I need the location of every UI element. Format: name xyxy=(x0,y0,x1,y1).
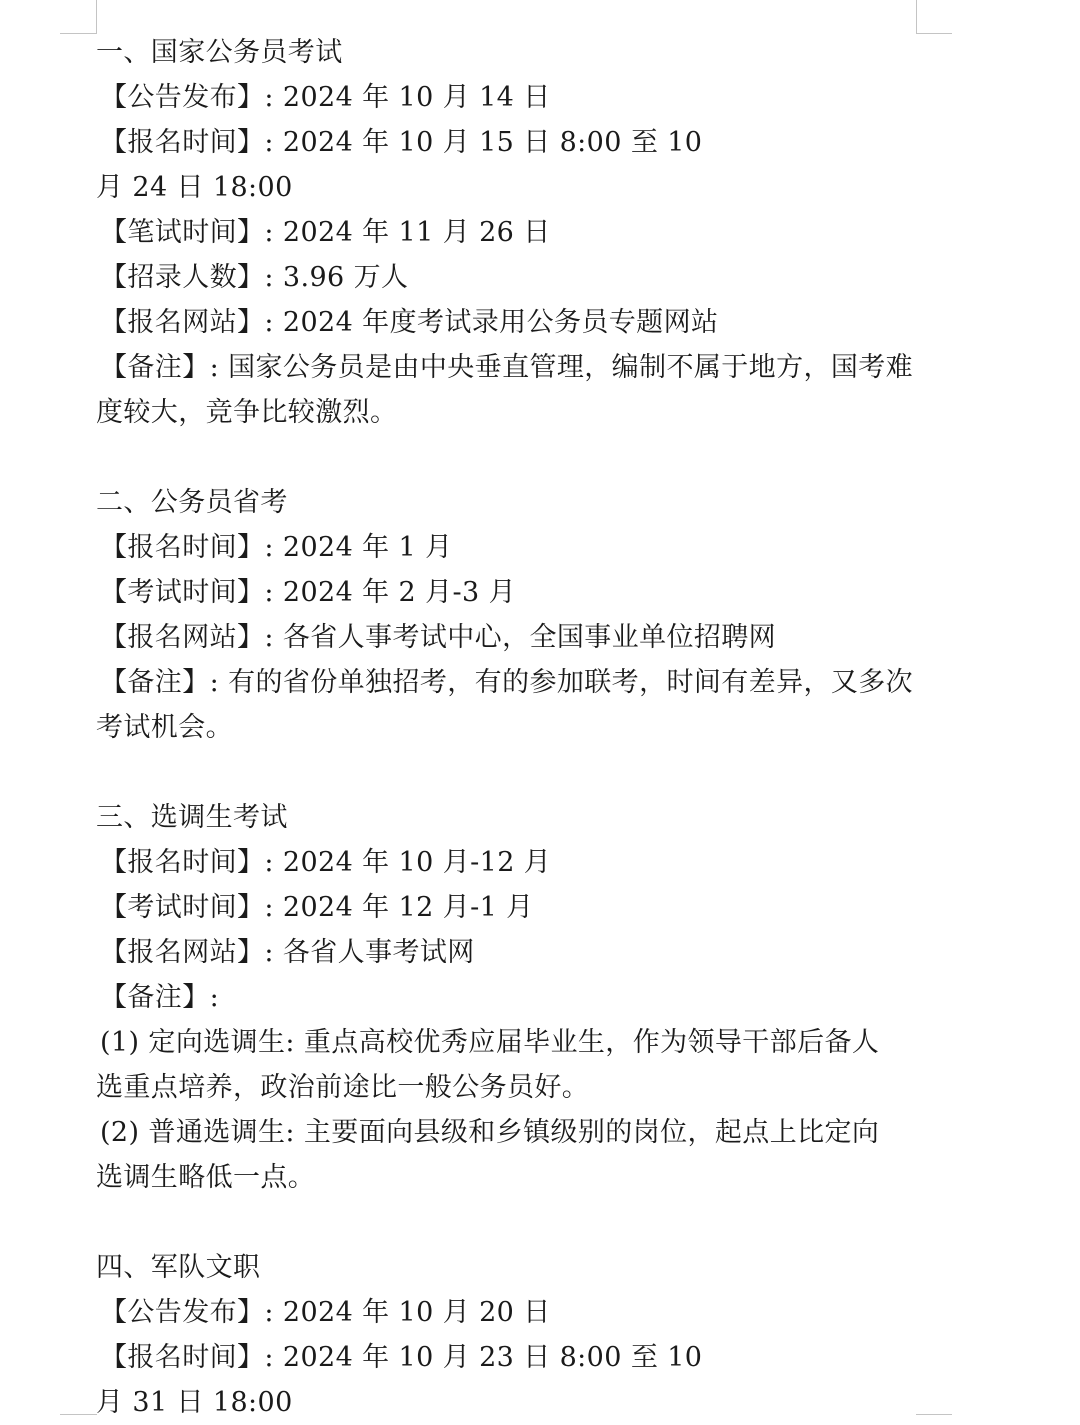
section-selected-graduates xyxy=(96,795,926,1200)
info-line: 【考试时间】: 2024 年 2 月-3 月 xyxy=(100,577,517,608)
info-line: 【报名时间】: 2024 年 10 月 23 日 8:00 至 10 xyxy=(100,1342,703,1373)
info-line: 月 31 日 18:00 xyxy=(96,1387,293,1418)
section-national-civil-service xyxy=(96,30,926,435)
info-line: 【报名时间】: 2024 年 10 月 15 日 8:00 至 10 xyxy=(100,127,703,158)
section-spacer xyxy=(96,1200,926,1245)
info-line: 【报名网站】: 各省人事考试网 xyxy=(100,937,475,968)
info-line: 【招录人数】: 3.96 万人 xyxy=(100,262,409,293)
info-line: 月 24 日 18:00 xyxy=(96,172,293,203)
info-line: (2) 普通选调生: 主要面向县级和乡镇级别的岗位，起点上比定向 xyxy=(100,1117,880,1148)
info-line: 【报名网站】: 各省人事考试中心，全国事业单位招聘网 xyxy=(100,622,777,653)
section-military-civilian xyxy=(96,1245,926,1425)
info-line: 考试机会。 xyxy=(96,712,233,743)
info-line: 选调生略低一点。 xyxy=(96,1162,316,1193)
info-line: 【报名时间】: 2024 年 1 月 xyxy=(100,532,453,563)
info-line: 【报名网站】: 2024 年度考试录用公务员专题网站 xyxy=(100,307,719,338)
info-line: 选重点培养，政治前途比一般公务员好。 xyxy=(96,1072,590,1103)
info-line: 度较大，竞争比较激烈。 xyxy=(96,397,398,428)
info-line: 【笔试时间】: 2024 年 11 月 26 日 xyxy=(100,217,551,248)
info-line: (1) 定向选调生: 重点高校优秀应届毕业生，作为领导干部后备人 xyxy=(100,1027,880,1058)
info-line: 【报名时间】: 2024 年 10 月-12 月 xyxy=(100,847,552,878)
crop-mark-bottom-left xyxy=(60,1414,97,1415)
section-spacer xyxy=(96,435,926,480)
info-line: 【备注】: xyxy=(100,982,220,1013)
section-heading: 二、公务员省考 xyxy=(96,487,288,518)
section-spacer xyxy=(96,750,926,795)
section-heading: 三、选调生考试 xyxy=(96,802,288,833)
section-heading: 一、国家公务员考试 xyxy=(96,37,343,68)
info-line: 【备注】: 有的省份单独招考，有的参加联考，时间有差异，又多次 xyxy=(100,667,914,698)
info-line: 【考试时间】: 2024 年 12 月-1 月 xyxy=(100,892,534,923)
crop-mark-top-left xyxy=(60,33,97,34)
section-provincial-civil-service xyxy=(96,480,926,750)
document-body xyxy=(96,30,926,1425)
info-line: 【公告发布】: 2024 年 10 月 14 日 xyxy=(100,82,551,113)
section-heading: 四、军队文职 xyxy=(96,1252,261,1283)
info-line: 【备注】: 国家公务员是由中央垂直管理，编制不属于地方，国考难 xyxy=(100,352,914,383)
crop-mark-top-left xyxy=(96,0,97,34)
crop-mark-top-right xyxy=(916,0,917,34)
info-line: 【公告发布】: 2024 年 10 月 20 日 xyxy=(100,1297,551,1328)
